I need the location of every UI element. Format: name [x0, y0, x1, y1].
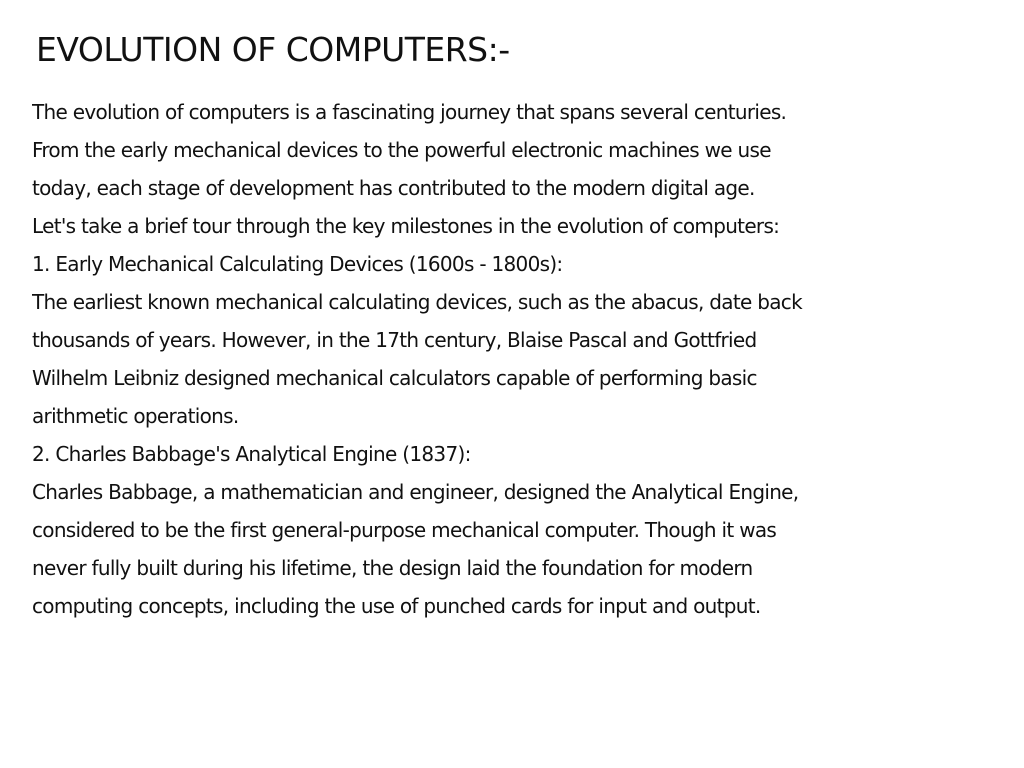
slide-body [32, 93, 1017, 625]
slide-title: EVOLUTION OF COMPUTERS:- [36, 30, 510, 69]
section-heading-1: 1. Early Mechanical Calculating Devices (1600s - 1800s): [32, 252, 563, 276]
section-2-line-2: considered to be the first general-purpose mechanical computer. Though it was [32, 518, 777, 542]
section-1-line-2: thousands of years. However, in the 17th century, Blaise Pascal and Gottfried [32, 328, 757, 352]
section-2-line-3: never fully built during his lifetime, the design laid the foundation for modern [32, 556, 753, 580]
section-2-line-1: Charles Babbage, a mathematician and engineer, designed the Analytical Engine, [32, 480, 799, 504]
section-1-line-3: Wilhelm Leibniz designed mechanical calculators capable of performing basic [32, 366, 757, 390]
section-1-line-4: arithmetic operations. [32, 404, 239, 428]
section-1-line-1: The earliest known mechanical calculating devices, such as the abacus, date back [32, 290, 802, 314]
intro-line-3: today, each stage of development has contributed to the modern digital age. [32, 176, 755, 200]
intro-line-2: From the early mechanical devices to the powerful electronic machines we use [32, 138, 771, 162]
intro-line-4: Let's take a brief tour through the key milestones in the evolution of computers: [32, 214, 780, 238]
intro-line-1: The evolution of computers is a fascinating journey that spans several centuries. [32, 100, 787, 124]
section-2-line-4: computing concepts, including the use of punched cards for input and output. [32, 594, 761, 618]
section-heading-2: 2. Charles Babbage's Analytical Engine (1837): [32, 442, 471, 466]
